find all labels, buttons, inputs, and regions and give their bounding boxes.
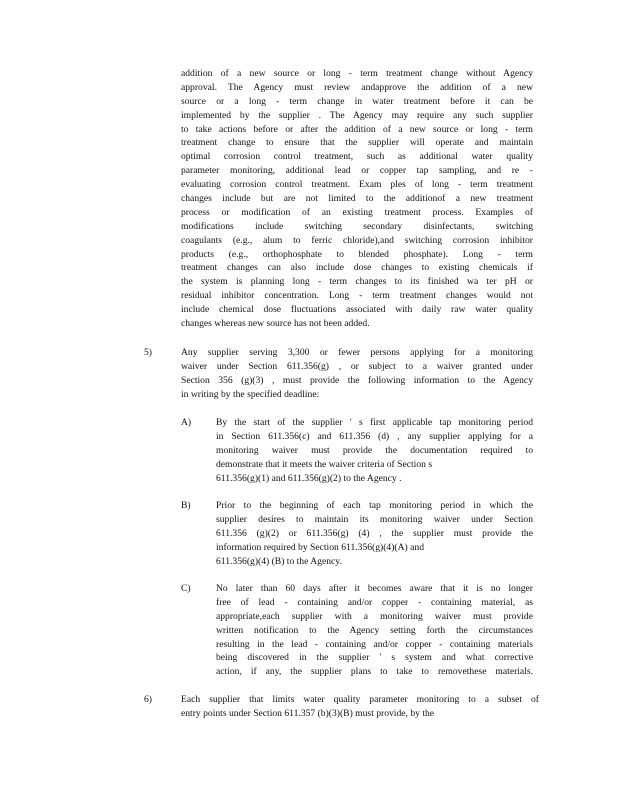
text-line: Each supplier that limits water quality parameter monitoring to a subset of bbox=[181, 694, 539, 705]
text-line: entry points under Section 611.357 (b)(3)(B) must provide, by the bbox=[181, 707, 435, 719]
text-line: 611.356(g)(1) and 611.356(g)(2) to the Agency . bbox=[216, 472, 402, 484]
text-line: 611.356 (g)(2) or 611.356(g) (4) , the supplier must provide the bbox=[216, 527, 533, 539]
text-line: evaluating corrosion control treatment. Exam ples of long - term treatment bbox=[181, 179, 533, 191]
text-line: Section 356 (g)(3) , must provide the following information to the Agency bbox=[181, 374, 533, 386]
text-line: No later than 60 days after it becomes aware that it is no longer bbox=[216, 583, 533, 594]
text-line: implemented by the supplier . The Agency may require any such supplier bbox=[181, 109, 533, 121]
text-line: in writing by the specified deadline: bbox=[181, 388, 320, 400]
text-line: written notification to the Agency setting forth the circumstances bbox=[216, 624, 533, 636]
item-5-paragraph bbox=[181, 346, 533, 402]
text-line: By the start of the supplier ' s first applicable tap monitoring period bbox=[216, 417, 533, 428]
subitem-letter: B) bbox=[181, 500, 191, 511]
text-line: supplier desires to maintain its monitoring waiver under Section bbox=[216, 513, 533, 525]
text-line: monitoring waiver must provide the documentation required to bbox=[216, 444, 533, 456]
text-line: resulting in the lead - containing and/or copper - containing materials bbox=[216, 638, 533, 650]
text-line: appropriate,each supplier with a monitoring waiver must provide bbox=[216, 610, 533, 622]
text-line: 611.356(g)(4) (B) to the Agency. bbox=[216, 555, 342, 567]
subitem-letter: A) bbox=[181, 417, 192, 428]
text-line: action, if any, the supplier plans to take to removethese materials. bbox=[216, 666, 533, 678]
text-line: coagulants (e.g., alum to ferric chloride),and switching corrosion inhibitor bbox=[181, 234, 533, 246]
intro-paragraph bbox=[181, 67, 533, 331]
text-line: include chemical dose fluctuations associated with daily raw water quality bbox=[181, 304, 533, 316]
item-6-paragraph bbox=[181, 693, 539, 721]
text-line: being discovered in the supplier ' s system and what corrective bbox=[216, 652, 533, 664]
subitem-c-paragraph bbox=[216, 582, 533, 679]
text-line: parameter monitoring, additional lead or copper tap sampling, and re - bbox=[181, 165, 533, 177]
text-line: approval. The Agency must review andapprove the addition of a new bbox=[181, 81, 533, 93]
text-line: addition of a new source or long - term treatment change without Agency bbox=[181, 68, 533, 79]
text-line: treatment changes can also include dose changes to existing chemicals if bbox=[181, 262, 533, 274]
text-line: source or a long - term change in water treatment before it can be bbox=[181, 95, 533, 107]
text-line: Any supplier serving 3,300 or fewer persons applying for a monitoring bbox=[181, 347, 533, 358]
text-line: waiver under Section 611.356(g) , or subject to a waiver granted under bbox=[181, 360, 533, 372]
text-line: the system is planning long - term changes to its finished wa ter pH or bbox=[181, 276, 533, 288]
subitem-b-paragraph bbox=[216, 499, 533, 568]
subitem-a-paragraph bbox=[216, 416, 533, 485]
text-line: process or modification of an existing treatment process. Examples of bbox=[181, 206, 533, 218]
text-line: optimal corrosion control treatment, such as additional water quality bbox=[181, 151, 533, 163]
text-line: treatment change to ensure that the supplier will operate and maintain bbox=[181, 137, 533, 149]
text-line: Prior to the beginning of each tap monitoring period in which the bbox=[216, 500, 533, 511]
text-line: to take actions before or after the addition of a new source or long - term bbox=[181, 123, 533, 135]
text-line: changes include but are not limited to the additionof a new treatment bbox=[181, 193, 533, 205]
text-line: free of lead - containing and/or copper - containing material, as bbox=[216, 596, 533, 608]
text-line: demonstrate that it meets the waiver criteria of Section s bbox=[216, 458, 433, 470]
subitem-letter: C) bbox=[181, 583, 191, 594]
text-line: modifications include switching secondary disinfectants, switching bbox=[181, 220, 533, 232]
item-number: 6) bbox=[144, 694, 152, 705]
item-number: 5) bbox=[144, 347, 152, 358]
text-line: information required by Section 611.356(g)(4)(A) and bbox=[216, 541, 424, 553]
text-line: in Section 611.356(c) and 611.356 (d) , any supplier applying for a bbox=[216, 430, 533, 442]
text-line: changes whereas new source has not been added. bbox=[181, 318, 370, 330]
text-line: products (e.g., orthophosphate to blended phosphate). Long - term bbox=[181, 248, 533, 260]
text-line: residual inhibitor concentration. Long - term treatment changes would not bbox=[181, 290, 533, 302]
